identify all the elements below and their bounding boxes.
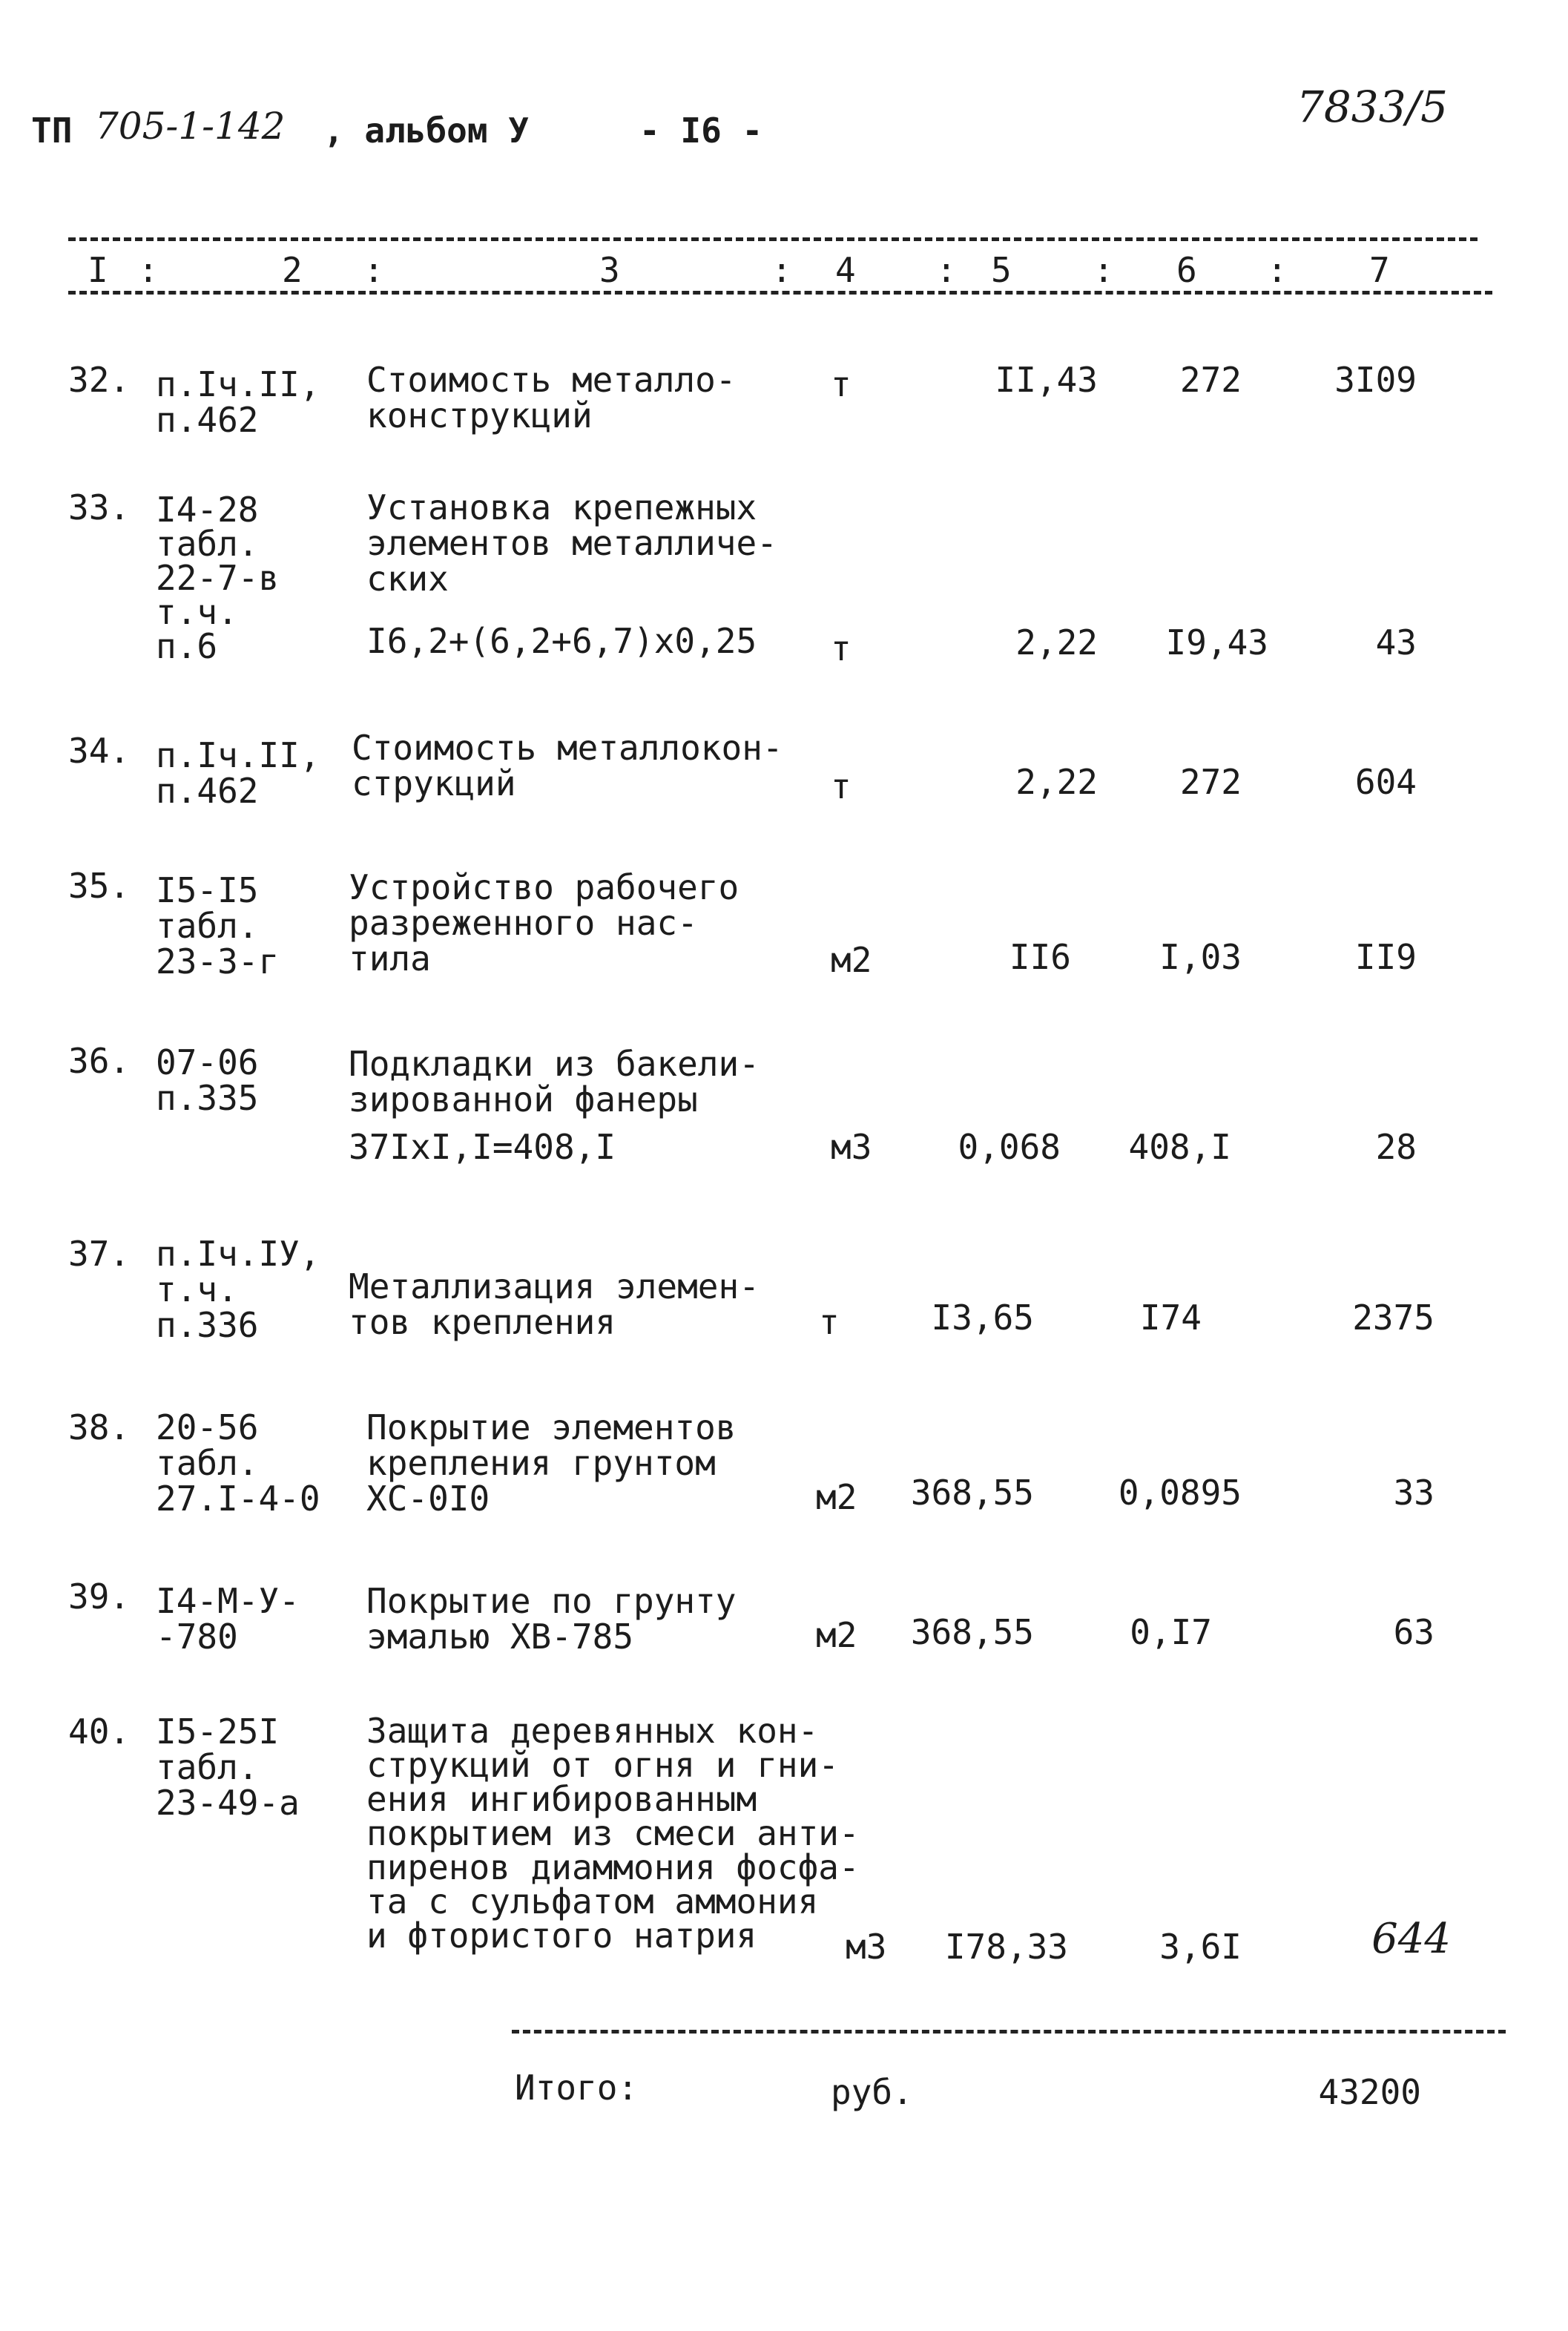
row-price: 3,6I: [1159, 1927, 1242, 1967]
archive-number: 7833/5: [1297, 82, 1449, 132]
row-ref: 20-56 табл. 27.I-4-0: [156, 1407, 320, 1519]
row-unit: м3: [846, 1927, 887, 1967]
row-desc: Подкладки из бакели- зированной фанеры: [349, 1044, 760, 1120]
row-ref: I5-I5 табл. 23-3-г: [156, 870, 280, 982]
col-sep: :: [1267, 250, 1288, 290]
col-sep: :: [771, 250, 792, 290]
row-ref: I4-28 табл. 22-7-в т.ч. п.6: [156, 490, 280, 666]
row-ref: 07-06 п.335: [156, 1042, 259, 1118]
row-desc: Покрытие по грунту эмалью ХВ-785: [366, 1581, 737, 1657]
col-num-3: 3: [599, 250, 620, 290]
row-num: 36.: [68, 1041, 131, 1081]
project-code: 705-1-142: [95, 105, 286, 148]
row-unit: т: [831, 628, 851, 668]
row-total: II9: [1354, 937, 1417, 977]
row-ref: I5-25I табл. 23-49-а: [156, 1712, 300, 1823]
row-total: 604: [1354, 762, 1417, 802]
row-ref: п.Iч.II, п.462: [156, 735, 320, 811]
row-num: 32.: [68, 360, 131, 400]
row-total-handwritten: 644: [1371, 1915, 1451, 1963]
row-price: 0,0895: [1118, 1473, 1242, 1513]
row-price: I,03: [1159, 937, 1242, 977]
col-num-2: 2: [282, 250, 303, 290]
row-ref: I4-М-У- -780: [156, 1581, 300, 1657]
row-unit: м2: [816, 1477, 857, 1517]
row-num: 35.: [68, 866, 131, 906]
header-rule-bottom: [68, 291, 1492, 295]
col-sep: :: [138, 250, 159, 290]
col-num-7: 7: [1369, 250, 1390, 290]
row-desc: Устройство рабочего разреженного нас- тила: [349, 867, 739, 979]
row-qty: II6: [1009, 937, 1071, 977]
row-num: 38.: [68, 1407, 131, 1447]
row-total: 2375: [1352, 1298, 1434, 1338]
row-total: 28: [1375, 1127, 1417, 1167]
row-num: 34.: [68, 731, 131, 771]
row-qty: 368,55: [910, 1612, 1034, 1652]
row-total: 43: [1375, 622, 1417, 663]
row-qty: 2,22: [1015, 762, 1098, 802]
summary-label: Итого:: [515, 2068, 639, 2108]
row-qty: I3,65: [931, 1298, 1034, 1338]
col-sep: :: [1093, 250, 1114, 290]
row-unit: т: [831, 364, 851, 404]
row-price: 408,I: [1128, 1127, 1231, 1167]
page-number: - I6 -: [639, 111, 763, 151]
row-desc: Стоимость металлокон- струкций: [352, 728, 783, 803]
row-num: 37.: [68, 1234, 131, 1274]
col-num-4: 4: [835, 250, 856, 290]
row-price: 0,I7: [1130, 1612, 1212, 1652]
row-qty: 2,22: [1015, 622, 1098, 663]
row-price: I9,43: [1165, 622, 1268, 663]
row-unit: т: [831, 766, 851, 806]
album-label: , альбом У: [323, 111, 529, 151]
row-unit: м3: [831, 1127, 872, 1167]
row-ref: п.Iч.IУ, т.ч. п.336: [156, 1234, 320, 1345]
col-sep: :: [936, 250, 957, 290]
row-num: 33.: [68, 487, 131, 527]
row-desc: Установка крепежных элементов металличе- ских: [366, 487, 777, 599]
summary-rule: [512, 2030, 1506, 2034]
header-prefix: ТП: [31, 111, 73, 151]
summary-total: 43200: [1318, 2072, 1421, 2112]
row-formula: I6,2+(6,2+6,7)x0,25: [366, 621, 757, 661]
row-qty: 0,068: [958, 1127, 1061, 1167]
row-total: 3I09: [1334, 360, 1417, 400]
col-num-1: I: [88, 250, 108, 290]
row-num: 39.: [68, 1577, 131, 1617]
row-desc: Защита деревянных кон- струкций от огня и гни- ения ингибированным покрытием из смеси анти- пиренов диаммония фосфа- та с сульфатом аммония и фтористого натрия: [366, 1711, 860, 1956]
row-qty: 368,55: [910, 1473, 1034, 1513]
row-desc: Металлизация элемен- тов крепления: [349, 1266, 760, 1342]
row-price: I74: [1139, 1298, 1202, 1338]
row-qty: II,43: [995, 360, 1098, 400]
row-num: 40.: [68, 1712, 131, 1752]
row-price: 272: [1179, 360, 1242, 400]
row-ref: п.Iч.II, п.462: [156, 364, 320, 440]
row-qty: I78,33: [944, 1927, 1068, 1967]
row-desc: Стоимость металло- конструкций: [366, 360, 737, 435]
row-total: 33: [1393, 1473, 1434, 1513]
summary-unit: руб.: [831, 2072, 913, 2112]
row-unit: м2: [831, 940, 872, 980]
header-rule-top: [68, 237, 1478, 241]
row-unit: т: [819, 1302, 840, 1342]
col-num-6: 6: [1176, 250, 1197, 290]
row-total: 63: [1393, 1612, 1434, 1652]
row-formula: 37IxI,I=408,I: [349, 1127, 616, 1167]
row-desc: Покрытие элементов крепления грунтом ХС-0I0: [366, 1407, 737, 1519]
row-unit: м2: [816, 1615, 857, 1655]
col-num-5: 5: [991, 250, 1012, 290]
col-sep: :: [363, 250, 384, 290]
row-price: 272: [1179, 762, 1242, 802]
